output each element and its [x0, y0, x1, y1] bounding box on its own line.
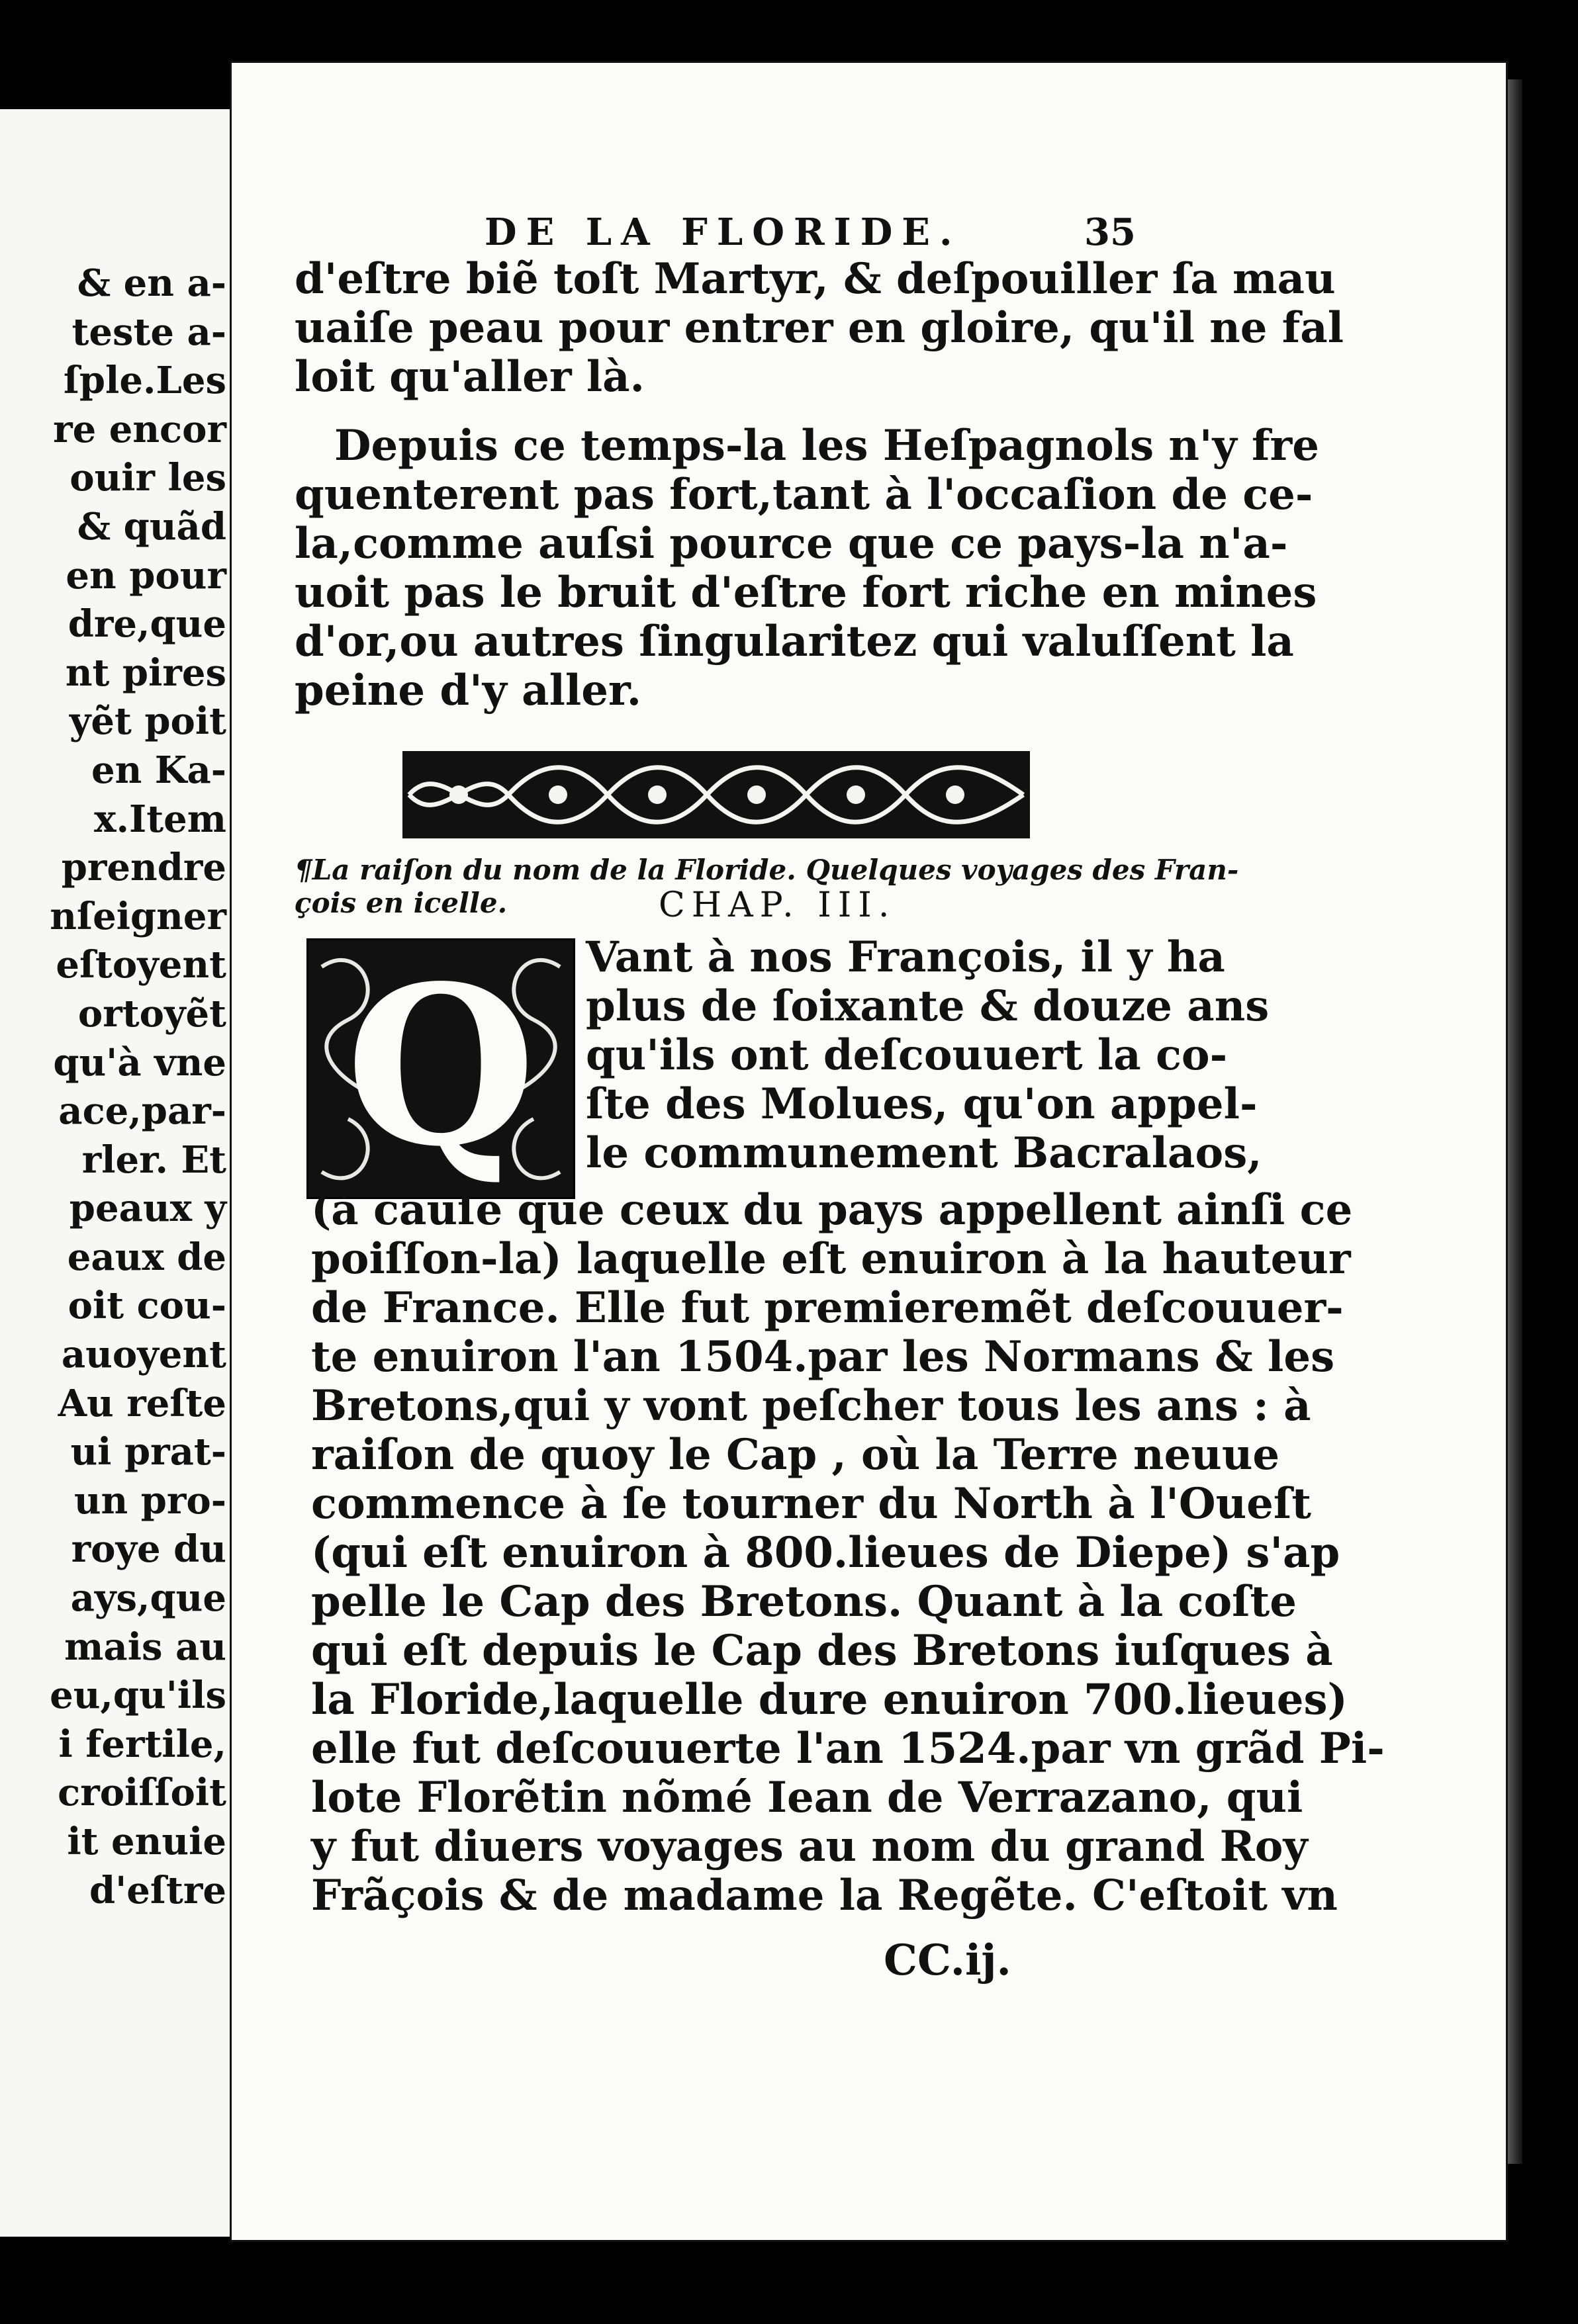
text-line: uaiſe peau pour entrer en gloire, qu'il ne fal: [295, 303, 1344, 353]
left-line: ortoyẽt: [77, 991, 226, 1036]
text-line: la Floride,laquelle dure enuiron 700.lieues): [311, 1675, 1348, 1724]
text-line: poiſſon-la) laquelle eſt enuiron à la hauteur: [311, 1234, 1351, 1284]
left-line: oit cou-: [68, 1284, 226, 1328]
left-line: dre,que: [68, 602, 226, 647]
left-line: nſeigner: [50, 894, 226, 938]
signature-mark: CC.ij.: [884, 1936, 1011, 1985]
left-line: croiſſoit: [58, 1771, 226, 1815]
left-line: & en a-: [77, 261, 226, 305]
left-line: rler. Et: [81, 1138, 226, 1182]
text-line: Frãçois & de madame la Regẽte. C'eſtoit vn: [311, 1871, 1338, 1920]
text-line: loit qu'aller là.: [295, 352, 645, 402]
text-line: Bretons,qui y vont peſcher tous les ans : à: [311, 1381, 1311, 1431]
left-line: eſtoyent: [56, 943, 226, 987]
left-line: un pro-: [73, 1478, 226, 1523]
text-line: elle fut deſcouuerte l'an 1524.par vn grãd Pi-: [311, 1724, 1385, 1773]
text-line: peine d'y aller.: [295, 666, 642, 715]
text-line: y fut diuers voyages au nom du grand Roy: [311, 1822, 1308, 1871]
left-line: ays,que: [70, 1576, 226, 1621]
left-line: qu'à vne: [53, 1040, 226, 1085]
left-line: ſple.Les: [63, 359, 226, 403]
chapter-heading: ¶La raiſon du nom de la Floride. Quelques voyages des Fran-: [295, 854, 1239, 886]
left-line: eaux de: [67, 1235, 226, 1279]
left-line: & quãd: [77, 504, 226, 549]
text-line: commence à ſe tourner du North à l'Oueſt: [311, 1479, 1311, 1529]
ornament-band: [402, 751, 1030, 838]
left-line: Au reſte: [58, 1381, 226, 1425]
chapter-number: CHAP. III.: [659, 885, 896, 925]
left-line: teste a-: [71, 310, 226, 354]
left-line: re encor: [53, 407, 226, 451]
text-line: pelle le Cap des Bretons. Quant à la coſte: [311, 1577, 1297, 1627]
text-line: te enuiron l'an 1504.par les Normans & les: [311, 1332, 1335, 1382]
text-line: Depuis ce temps-la les Heſpagnols n'y fre: [334, 421, 1319, 470]
left-line: yẽt poit: [69, 699, 226, 744]
text-line: qu'ils ont deſcouuert la co-: [586, 1030, 1228, 1080]
left-line: nt pires: [65, 650, 226, 695]
text-line: la,comme auſsi pource que ce pays-la n'a-: [295, 519, 1288, 568]
text-line: d'eſtre biẽ toſt Martyr, & deſpouiller ſa mau: [295, 254, 1336, 304]
left-line: d'eſtre: [89, 1868, 226, 1912]
drop-cap-letter: Q: [346, 938, 536, 1194]
text-line: ſte des Molues, qu'on appel-: [586, 1079, 1258, 1129]
page-number: 35: [1084, 210, 1136, 254]
left-line: royе du: [71, 1527, 226, 1572]
text-line: quenterent pas fort,tant à l'occaſion de ce-: [295, 470, 1313, 519]
left-line: ui prat-: [70, 1430, 226, 1474]
left-page-text: [8, 259, 226, 1915]
text-line: raiſon de quoy le Cap , où la Terre neuue: [311, 1430, 1280, 1480]
text-line: le communement Bacralaos,: [586, 1128, 1262, 1178]
left-page-fragment: [0, 109, 242, 2237]
chapter-heading-continued: çois en icelle.: [295, 887, 508, 919]
left-line: peaux y: [69, 1186, 226, 1231]
left-line: mais au: [64, 1625, 226, 1669]
left-line: prendre: [61, 846, 226, 890]
left-line: en pour: [66, 553, 226, 598]
running-head: DE LA FLORIDE.: [485, 210, 962, 254]
text-line: Vant à nos François, il y ha: [586, 932, 1225, 982]
left-line: i fertile,: [58, 1722, 226, 1766]
text-line: (à cauſe que ceux du pays appellent ainſi ce: [311, 1185, 1353, 1235]
left-line: x.Item: [94, 797, 226, 841]
left-line: ouir les: [70, 456, 226, 500]
text-line: (qui eſt enuiron à 800.lieues de Diepe) s'ap: [311, 1528, 1340, 1578]
text-line: qui eſt depuis le Cap des Bretons iuſques à: [311, 1626, 1333, 1676]
left-line: en Ka-: [91, 748, 226, 792]
text-line: d'or,ou autres ſingularitez qui valuſſent la: [295, 617, 1294, 666]
drop-cap-initial: [306, 938, 575, 1199]
text-line: uoit pas le bruit d'eſtre fort riche en mines: [295, 568, 1317, 617]
text-line: lote Florẽtin nõmé Iean de Verrazano, qui: [311, 1773, 1303, 1822]
left-line: it enuie: [67, 1820, 226, 1863]
left-line: eu,qu'ils: [50, 1674, 226, 1718]
text-line: de France. Elle fut premieremẽt deſcouuer-: [311, 1283, 1344, 1333]
text-line: plus de ſoixante & douze ans: [586, 981, 1270, 1031]
left-line: auoyent: [61, 1333, 226, 1377]
left-line: ace,par-: [58, 1089, 226, 1134]
